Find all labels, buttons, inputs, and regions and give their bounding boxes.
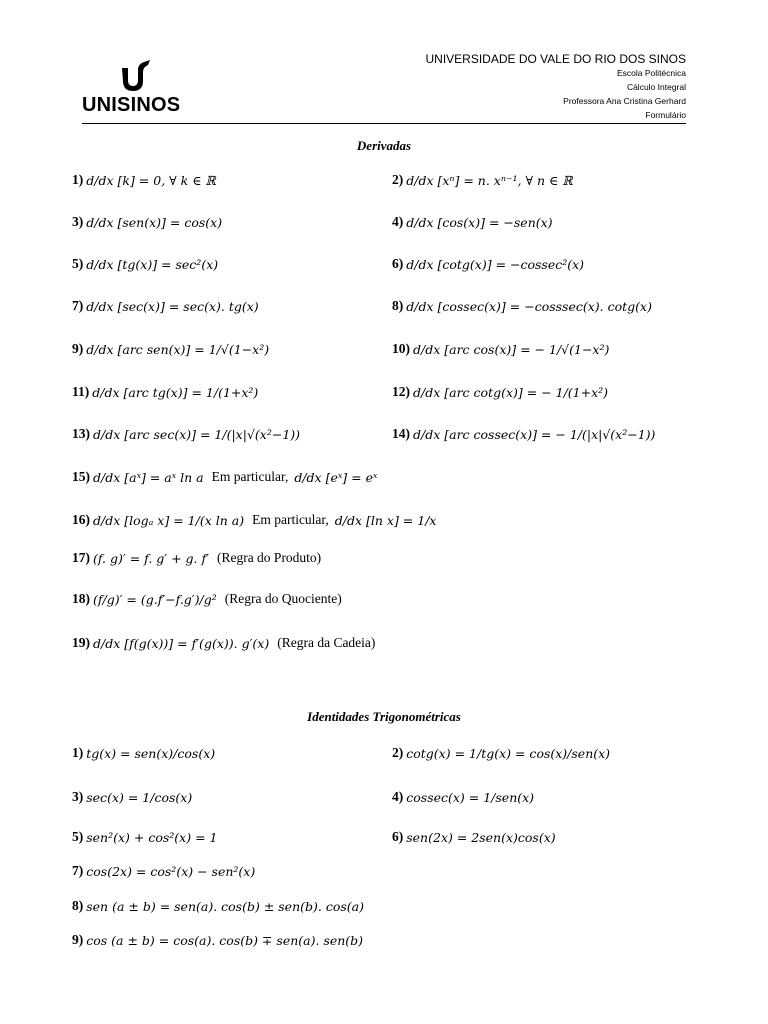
formula-number: 13) [72,426,90,441]
formula-number: 3) [72,214,84,229]
formula-number: 7) [72,298,84,313]
derivative-formula-16 [72,512,436,528]
formula-number: 19) [72,635,90,650]
formula-number: 15) [72,469,90,484]
formula-expression-secondary: d/dx [ln x] = 1/x [334,512,437,528]
formula-note: Em particular, [252,512,329,527]
formula-expression: sec(x) = 1/cos(x) [86,789,193,805]
formula-expression: d/dx [arc tg(x)] = 1/(1+x²) [92,384,259,400]
derivative-formula-9 [72,341,269,357]
formula-number: 1) [72,172,84,187]
derivative-formula-7 [72,298,259,314]
formula-expression: d/dx [f(g(x))] = f′(g(x)). g′(x) [93,635,270,651]
formula-expression: d/dx [aˣ] = aˣ ln a [93,469,204,485]
formula-expression: d/dx [cotg(x)] = −cossec²(x) [406,256,585,272]
derivative-formula-8 [392,298,652,314]
derivative-formula-10 [392,341,609,357]
formula-note: (Regra do Quociente) [224,591,342,606]
formula-number: 4) [392,214,404,229]
derivative-formula-3 [72,214,222,230]
formula-expression: d/dx [arc sec(x)] = 1/(|x|√(x²−1)) [93,426,301,442]
formula-expression: cos (a ± b) = cos(a). cos(b) ∓ sen(a). sen(b) [86,932,364,948]
trig-formula-9 [72,932,363,948]
formula-number: 6) [392,829,404,844]
formula-number: 9) [72,341,84,356]
derivative-formula-2 [392,172,573,188]
logo-mark-icon [120,58,160,92]
formula-expression: d/dx [tg(x)] = sec²(x) [86,256,219,272]
trig-formula-1 [72,745,215,761]
formula-number: 2) [392,745,404,760]
formula-number: 8) [392,298,404,313]
formula-expression: (f/g)′ = (g.f′−f.g′)/g² [93,591,217,607]
formula-expression: d/dx [arc cotg(x)] = − 1/(1+x²) [413,384,609,400]
university-name: UNIVERSIDADE DO VALE DO RIO DOS SINOS [425,52,686,66]
formula-expression: d/dx [cos(x)] = −sen(x) [406,214,553,230]
trig-formula-7 [72,863,255,879]
formula-expression: cos(2x) = cos²(x) − sen²(x) [86,863,256,879]
formula-expression-secondary: d/dx [eˣ] = eˣ [294,469,378,485]
derivative-formula-4 [392,214,553,230]
formula-expression: d/dx [xⁿ] = n. xⁿ⁻¹, ∀ n ∈ ℝ [406,172,573,188]
formula-number: 1) [72,745,84,760]
formula-note: (Regra da Cadeia) [277,635,376,650]
derivative-formula-19 [72,635,375,651]
derivative-formula-1 [72,172,216,188]
formula-number: 3) [72,789,84,804]
school-name: Escola Politécnica [617,68,686,78]
formula-number: 16) [72,512,90,527]
derivatives-title: Derivadas [356,138,412,153]
formula-expression: d/dx [cossec(x)] = −cosssec(x). cotg(x) [406,298,652,314]
formula-expression: d/dx [sec(x)] = sec(x). tg(x) [86,298,259,314]
logo-text: UNISINOS [82,94,181,116]
formula-expression: sen²(x) + cos²(x) = 1 [86,829,218,845]
derivative-formula-13 [72,426,300,442]
formula-expression: tg(x) = sen(x)/cos(x) [86,745,216,761]
derivative-formula-18 [72,591,342,607]
unisinos-logo [80,58,192,118]
derivative-formula-11 [72,384,258,400]
formula-number: 4) [392,789,404,804]
formula-expression: d/dx [k] = 0, ∀ k ∈ ℝ [86,172,216,188]
formula-expression: d/dx [arc cos(x)] = − 1/√(1−x²) [413,341,610,357]
trig-identities-title: Identidades Trigonométricas [307,709,461,724]
formula-number: 17) [72,550,90,565]
derivative-formula-17 [72,550,321,566]
document-header [426,52,687,122]
derivative-formula-6 [392,256,584,272]
derivative-formula-5 [72,256,218,272]
formula-expression: d/dx [logₐ x] = 1/(x ln a) [93,512,245,528]
formula-expression: (f. g)′ = f. g′ + g. f′ [93,550,209,566]
formula-number: 10) [392,341,410,356]
formula-number: 7) [72,863,84,878]
derivative-formula-14 [392,426,655,442]
trig-formula-3 [72,789,192,805]
formula-expression: d/dx [sen(x)] = cos(x) [86,214,223,230]
formula-note: (Regra do Produto) [216,550,322,565]
formula-expression: d/dx [arc cossec(x)] = − 1/(|x|√(x²−1)) [413,426,656,442]
formula-note: Em particular, [211,469,289,484]
formula-number: 6) [392,256,404,271]
course-name: Cálculo Integral [626,82,686,92]
professor-name: Professora Ana Cristina Gerhard [563,96,686,106]
trig-formula-8 [72,898,364,914]
formula-expression: sen(2x) = 2sen(x)cos(x) [406,829,556,845]
formula-expression: d/dx [arc sen(x)] = 1/√(1−x²) [86,341,270,357]
formula-number: 14) [392,426,410,441]
formula-number: 8) [72,898,84,913]
derivative-formula-15 [72,469,377,485]
formula-expression: sen (a ± b) = sen(a). cos(b) ± sen(b). cos(a) [86,898,364,914]
trig-formula-6 [392,829,556,845]
formula-number: 5) [72,829,84,844]
trig-formula-5 [72,829,217,845]
formula-number: 11) [72,384,90,399]
derivative-formula-12 [392,384,608,400]
formula-expression: cossec(x) = 1/sen(x) [406,789,535,805]
document-type: Formulário [645,110,686,120]
trig-formula-2 [392,745,610,761]
formula-expression: cotg(x) = 1/tg(x) = cos(x)/sen(x) [406,745,611,761]
trig-formula-4 [392,789,534,805]
formula-number: 5) [72,256,84,271]
formula-number: 18) [72,591,90,606]
formula-number: 2) [392,172,404,187]
formula-number: 9) [72,932,84,947]
formula-number: 12) [392,384,410,399]
header-divider [82,123,686,124]
